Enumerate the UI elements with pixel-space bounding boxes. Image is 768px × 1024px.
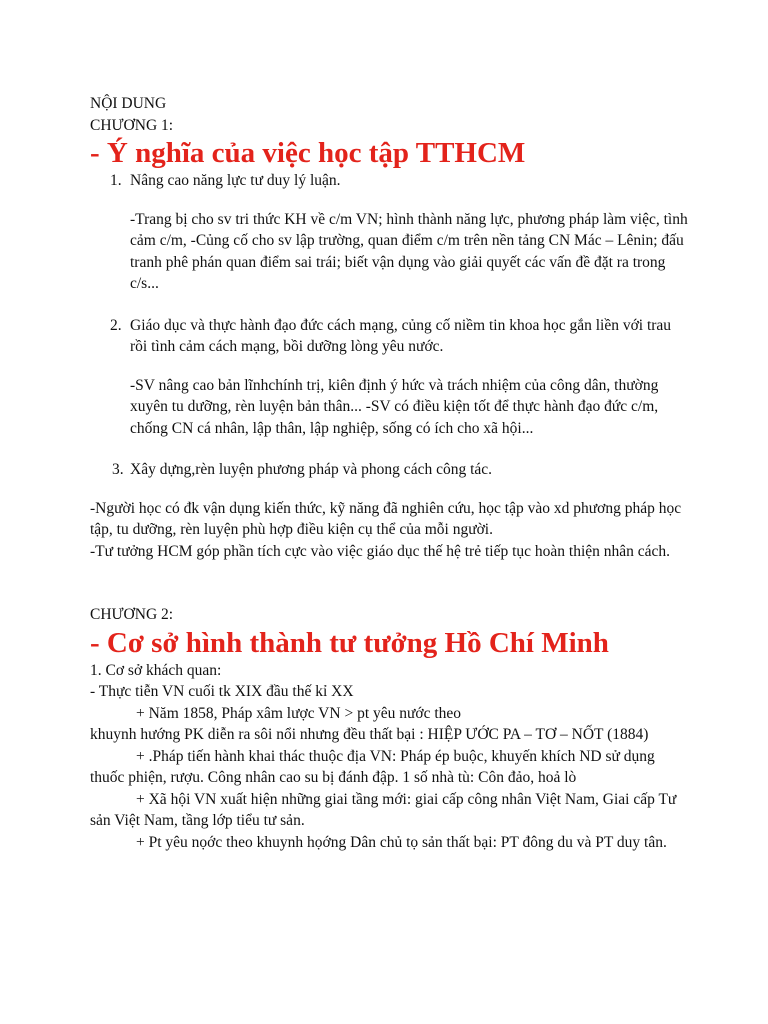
list-item-3 [90,459,688,481]
section-heading: 1. Cơ sở khách quan: [90,661,222,679]
list-item-1-text: Nâng cao năng lực tư duy lý luận. [130,172,341,189]
chapter-1-heading: - Ý nghĩa của việc học tập TTHCM [90,137,526,169]
point-3: + Xã hội VN xuất hiện những giai tầng mới: giai cấp công nhân Việt Nam, Giai cấp Tư sản Việt Nam, tầng lớp tiểu tư sản. [90,790,677,829]
list-item-2-text: Giáo dục và thực hành đạo đức cách mạng, củng cố niềm tin khoa học gắn liền với trau rồi tình cảm cách mạng, bồi dưỡng lòng yêu nước. [130,316,672,355]
point-4: + Pt yêu nọớc theo khuynh họớng Dân chủ tọ sản thất bại: PT đông du và PT duy tân. [136,833,667,851]
list-item-2-detail: -SV nâng cao bản lĩnhchính trị, kiên định ý hức và trách nhiệm của công dân, thường xuyên tu dưỡng, rèn luyện bản thân... -SV có điều kiện tốt để thực hành đạo đức c/m, chống CN cá nhân, lập thân, lập nghiệp, sống có ích cho xã hội... [130,376,659,437]
chapter-2-heading: - Cơ sở hình thành tư tưởng Hồ Chí Minh [90,626,609,659]
point-2: + .Pháp tiến hành khai thác thuộc địa VN: Pháp ép buộc, khuyến khích ND sử dụng thuốc phiện, rượu. Công nhân cao su bị đánh đập. 1 số nhà tù: Côn đảo, hoả lò [90,747,655,786]
point-1: + Năm 1858, Pháp xâm lược VN > pt yêu nước theo [136,704,462,722]
chapter-1-paragraph-2: -Tư tưởng HCM góp phần tích cực vào việc giáo dục thế hệ trẻ tiếp tục hoàn thiện nhân cách. [90,542,671,560]
chapter-1-paragraph-1: -Người học có đk vận dụng kiến thức, kỹ năng đã nghiên cứu, học tập vào xd phương pháp học tập, tu dưỡng, rèn luyện phù hợp điều kiện cụ thể của mỗi người. [90,499,682,538]
list-item-1-number: 1. [110,172,122,189]
point-1-continuation: khuynh hướng PK diễn ra sôi nổi nhưng đều thất bại : HIỆP ƯỚC PA – TƠ – NỐT (1884) [90,726,649,743]
list-item-3-text: Xây dựng,rèn luyện phương pháp và phong cách công tác. [130,461,493,478]
list-item-1 [90,170,688,192]
chapter-1-label: CHƯƠNG 1: [90,116,174,134]
list-item-2-number: 2. [110,316,122,334]
list-item-1-detail: -Trang bị cho sv tri thức KH về c/m VN; hình thành năng lực, phương pháp làm việc, tình cảm c/m, -Củng cố cho sv lập trường, quan điểm c/m trên nền tảng CN Mác – Lênin; đấu tranh phê phán quan điểm sai trái; biết vận dụng vào giải quyết các vấn đề đặt ra trong c/s... [130,210,688,292]
chapter-2-label: CHƯƠNG 2: [90,606,174,623]
list-item-2 [90,315,688,358]
document-title: NỘI DUNG [90,95,167,112]
subsection-heading: - Thực tiễn VN cuối tk XIX đầu thế kỉ XX [90,683,354,700]
list-item-3-number: 3. [112,461,124,478]
